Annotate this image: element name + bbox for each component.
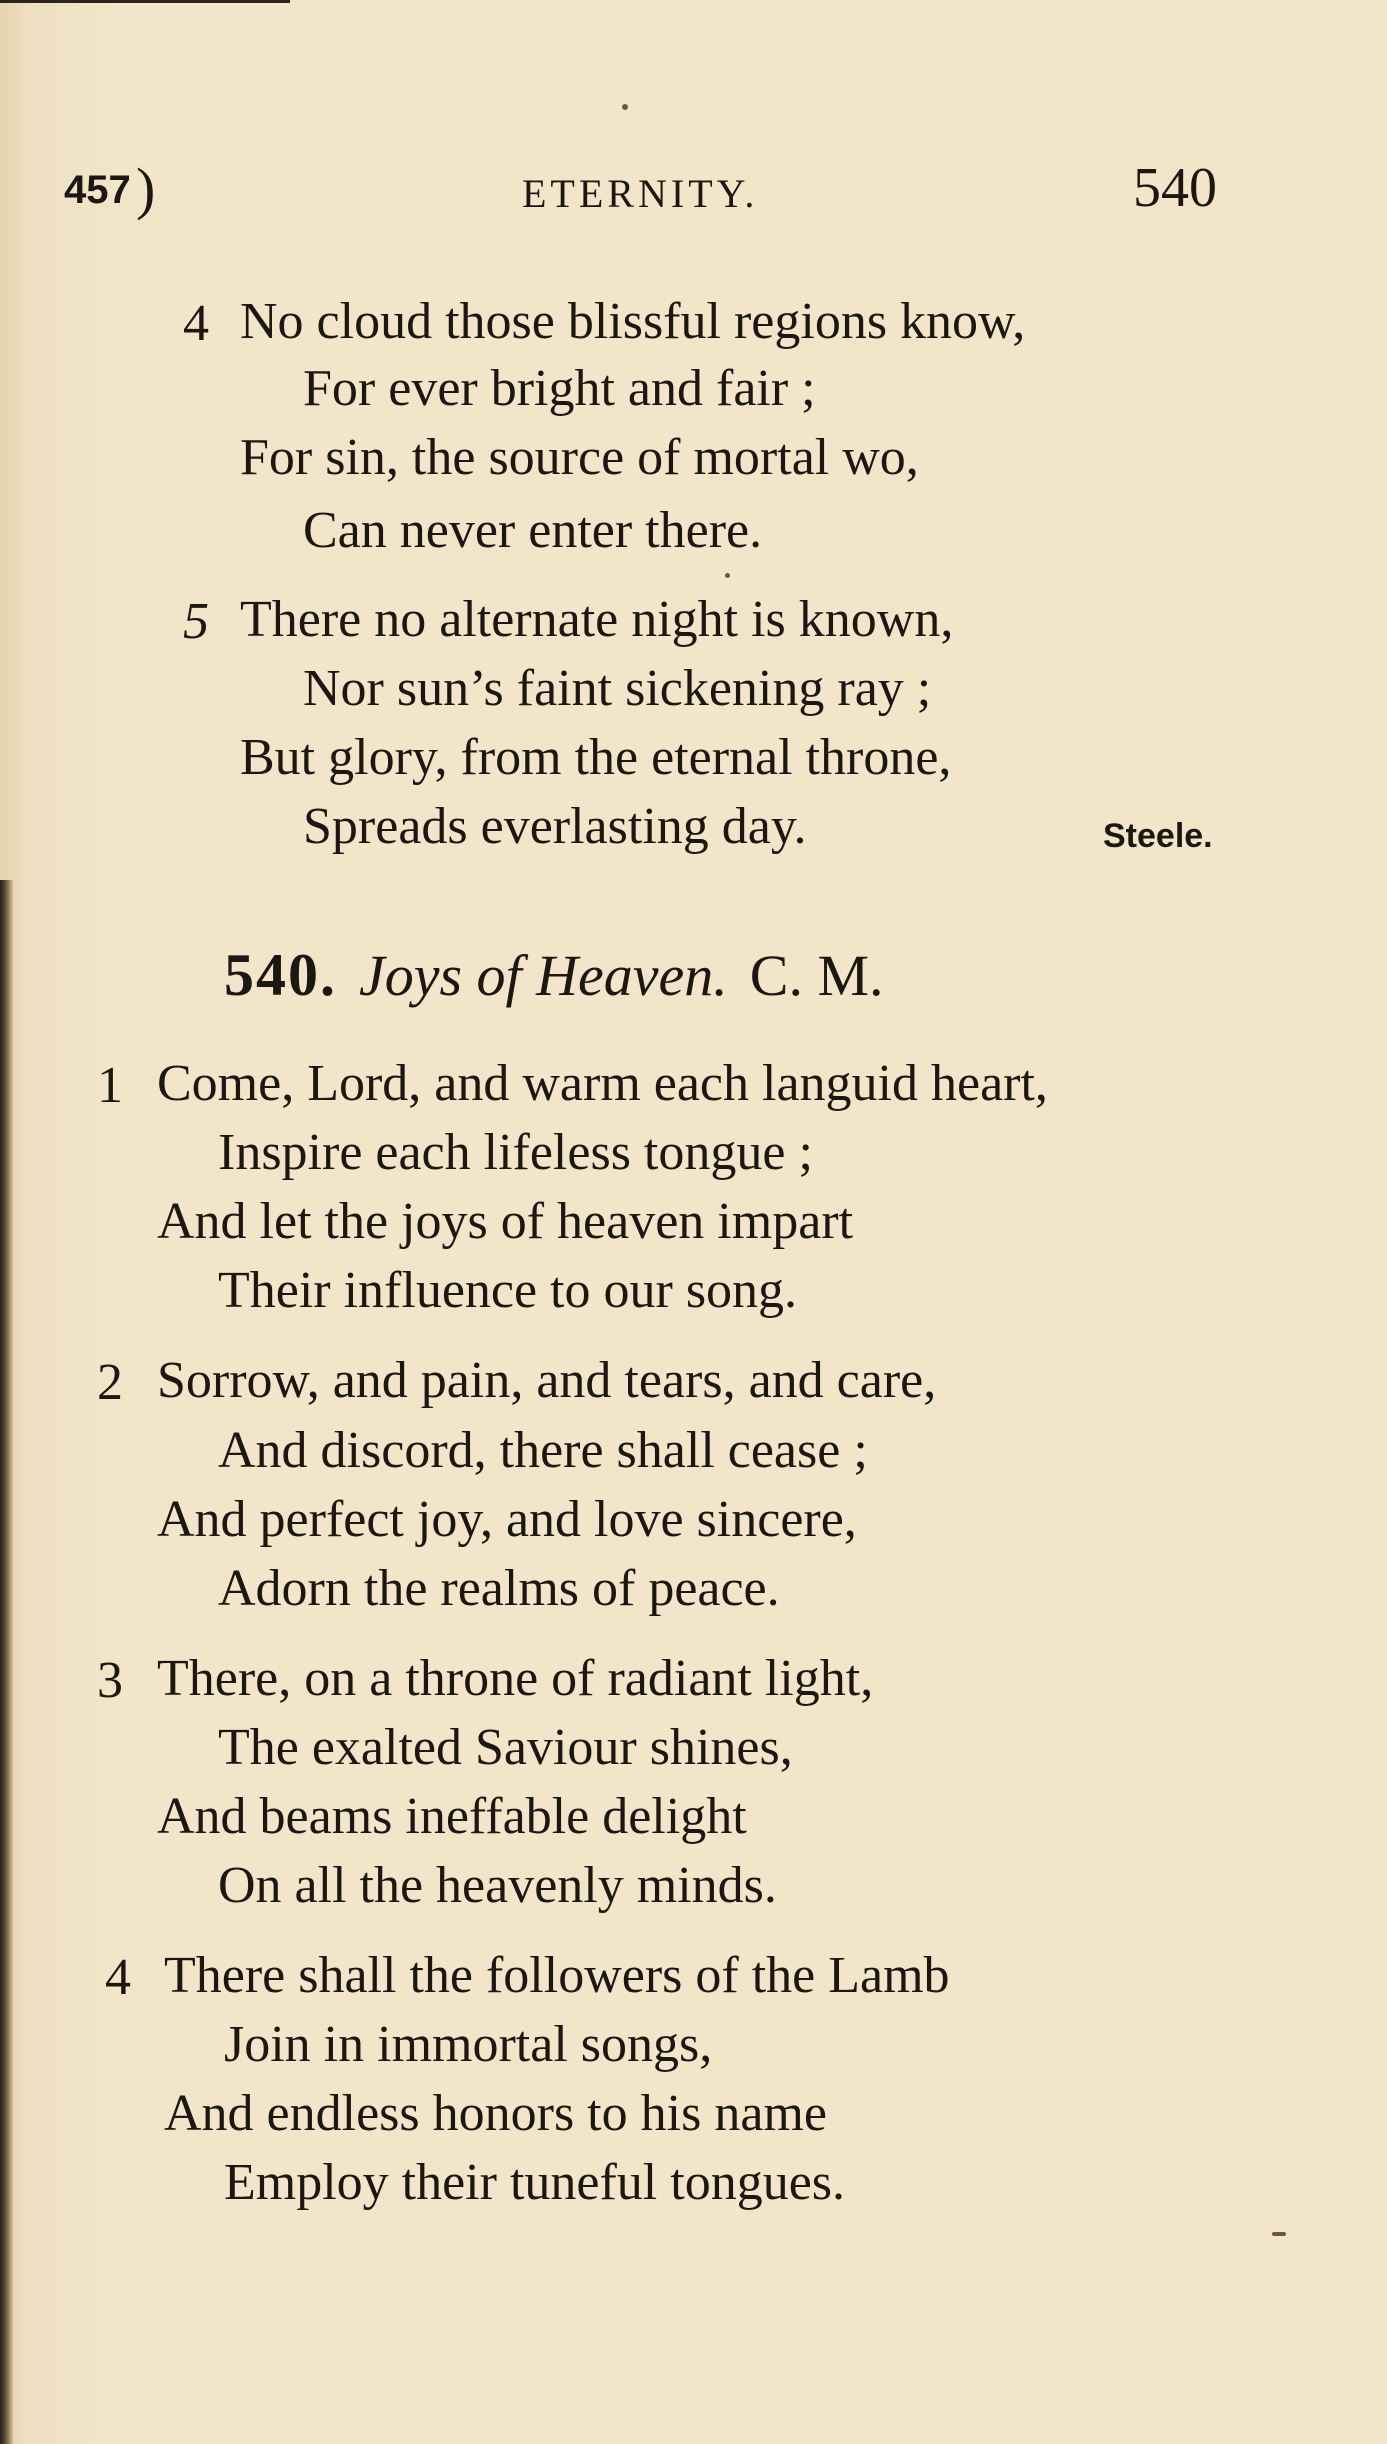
- header-right-number: 540: [1133, 157, 1217, 219]
- hymn-line: Their influence to our song.: [218, 1262, 798, 1319]
- hymn-line: For sin, the source of mortal wo,: [240, 429, 919, 486]
- hymn-line: And perfect joy, and love sincere,: [157, 1491, 857, 1548]
- hymn-line: Sorrow, and pain, and tears, and care,: [157, 1352, 937, 1409]
- hymn-line: There no alternate night is known,: [240, 591, 954, 648]
- hymn-line: Join in immortal songs,: [224, 2016, 713, 2073]
- running-title: ETERNITY.: [522, 171, 759, 216]
- hymn-line: Can never enter there.: [303, 502, 763, 559]
- hymn-line: Come, Lord, and warm each languid heart,: [157, 1055, 1048, 1112]
- hymn-line: And let the joys of heaven impart: [157, 1193, 854, 1250]
- hymn-line: For ever bright and fair ;: [303, 360, 816, 417]
- stanza-number: 2: [97, 1354, 123, 1411]
- stanza-number: 4: [183, 295, 209, 352]
- hymn-line: Adorn the realms of peace.: [218, 1560, 780, 1617]
- stanza-number: 3: [97, 1652, 123, 1709]
- hymn-line: Spreads everlasting day.: [303, 798, 807, 855]
- hymn-line: Employ their tuneful tongues.: [224, 2154, 846, 2211]
- hymn-line: No cloud those blissful regions know,: [240, 293, 1026, 350]
- hymn-line: But glory, from the eternal throne,: [240, 729, 952, 786]
- stanza-number: 5: [183, 593, 209, 650]
- header-paren: ): [136, 156, 156, 221]
- hymn-title: Joys of Heaven.: [359, 943, 728, 1008]
- stanza-number: 1: [97, 1057, 123, 1114]
- hymn-line: The exalted Saviour shines,: [218, 1719, 793, 1776]
- ink-speck: [725, 573, 730, 578]
- hymn-line: Inspire each lifeless tongue ;: [218, 1124, 813, 1181]
- top-rule: [0, 0, 290, 3]
- hymn-line: There shall the followers of the Lamb: [164, 1947, 950, 2004]
- hymn-meter: C. M.: [749, 943, 884, 1008]
- ink-speck: [1272, 2232, 1286, 2236]
- hymn-line: And discord, there shall cease ;: [218, 1422, 868, 1479]
- hymn-line: And beams ineffable delight: [157, 1788, 747, 1845]
- hymn-heading: [224, 942, 884, 1008]
- stanza-number: 4: [105, 1949, 131, 2006]
- hymn-line: On all the heavenly minds.: [218, 1857, 777, 1914]
- author-attribution: Steele.: [1103, 817, 1213, 855]
- hymn-number: 540.: [224, 942, 337, 1008]
- header-left-number: 457: [64, 168, 131, 212]
- binding-edge: [0, 880, 14, 2444]
- hymn-line: Nor sun’s faint sickening ray ;: [303, 660, 932, 717]
- ink-speck: [622, 104, 628, 110]
- hymn-line: There, on a throne of radiant light,: [157, 1650, 874, 1707]
- hymn-line: And endless honors to his name: [164, 2085, 827, 2142]
